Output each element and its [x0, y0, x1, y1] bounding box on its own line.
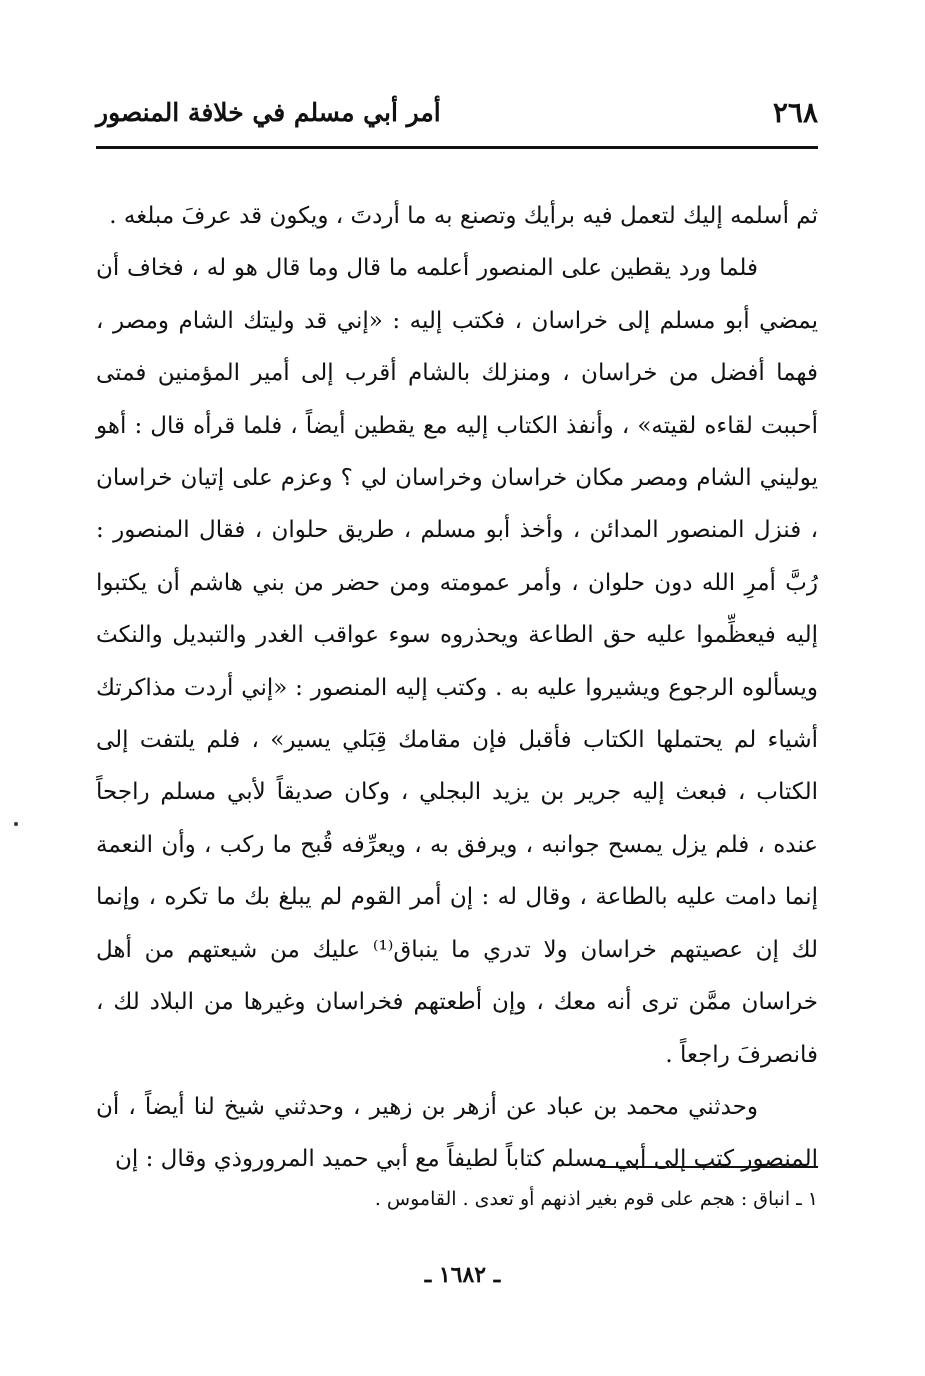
scan-speck — [14, 822, 18, 826]
footnote: ١ ـ انباق : هجم على قوم بغير اذنهم أو تعدى . القاموس . — [374, 1188, 818, 1210]
paragraph-2: فلما ورد يقطين على المنصور أعلمه ما قال وما قال هو له ، فخاف أن يمضي أبو مسلم إلى خراسان ، فكتب إليه : «إني قد وليتك الشام ومصر ، فهما أفضل من خراسان ، ومنزلك بالشام أقرب إلى أمير المؤمنين فمتى أحببت لقاءه لقيته» ، وأنفذ الكتاب إليه مع يقطين أيضاً ، فلما قرأه قال : أهو يوليني الشام ومصر مكان خراسان وخراسان لي ؟ وعزم على إتيان خراسان ، فنزل المنصور المدائن ، وأخذ أبو مسلم ، طريق حلوان ، فقال المنصور : رُبَّ أمرِ الله دون حلوان ، وأمر عمومته ومن حضر من بني هاشم أن يكتبوا إليه فيعظِّموا عليه حق الطاعة ويحذروه سوء عواقب الغدر والتبديل والنكث ويسألوه الرجوع ويشيروا عليه به . وكتب إليه المنصور : «إني أردت مذاكرتك أشياء لم يحتملها الكتاب فأقبل فإن مقامك قِبَلي يسير» ، فلم يلتفت إلى الكتاب ، فبعث إليه جرير بن يزيد البجلي ، وكان صديقاً لأبي مسلم راجحاً عنده ، فلم يزل يمسح جوانبه ، ويرفق به ، ويعرِّفه قُبح ما ركب ، وأن النعمة إنما دامت عليه بالطاعة ، وقال له : إن أمر القوم لم يبلغ بك ما تكره ، وإنما لك إن عصيتهم خراسان ولا تدري ما ينباق⁽¹⁾ عليك من شيعتهم من أهل خراسان ممَّن ترى أنه معك ، وإن أطعتهم فخراسان وغيرها من البلاد لك ، فانصرفَ راجعاً . — [96, 255, 818, 1068]
main-text — [96, 190, 818, 1186]
paragraph-3: وحدثني محمد بن عباد عن أزهر بن زهير ، وحدثني شيخ لنا أيضاً ، أن المنصور كتب إلى أبي مسلم كتاباً لطيفاً مع أبي حميد المروروذي وقال : إن — [96, 1093, 818, 1173]
footnote-separator — [600, 1166, 818, 1168]
page-number: ٢٦٨ — [772, 96, 818, 129]
running-header — [96, 88, 818, 149]
chapter-title: أمر أبي مسلم في خلافة المنصور — [96, 98, 441, 127]
paragraph-1: ثم أسلمه إليك لتعمل فيه برأيك وتصنع به ما أردتَ ، ويكون قد عرفَ مبلغه . — [109, 203, 818, 229]
folio-number: ـ ١٦٨٢ ـ — [424, 1262, 501, 1288]
